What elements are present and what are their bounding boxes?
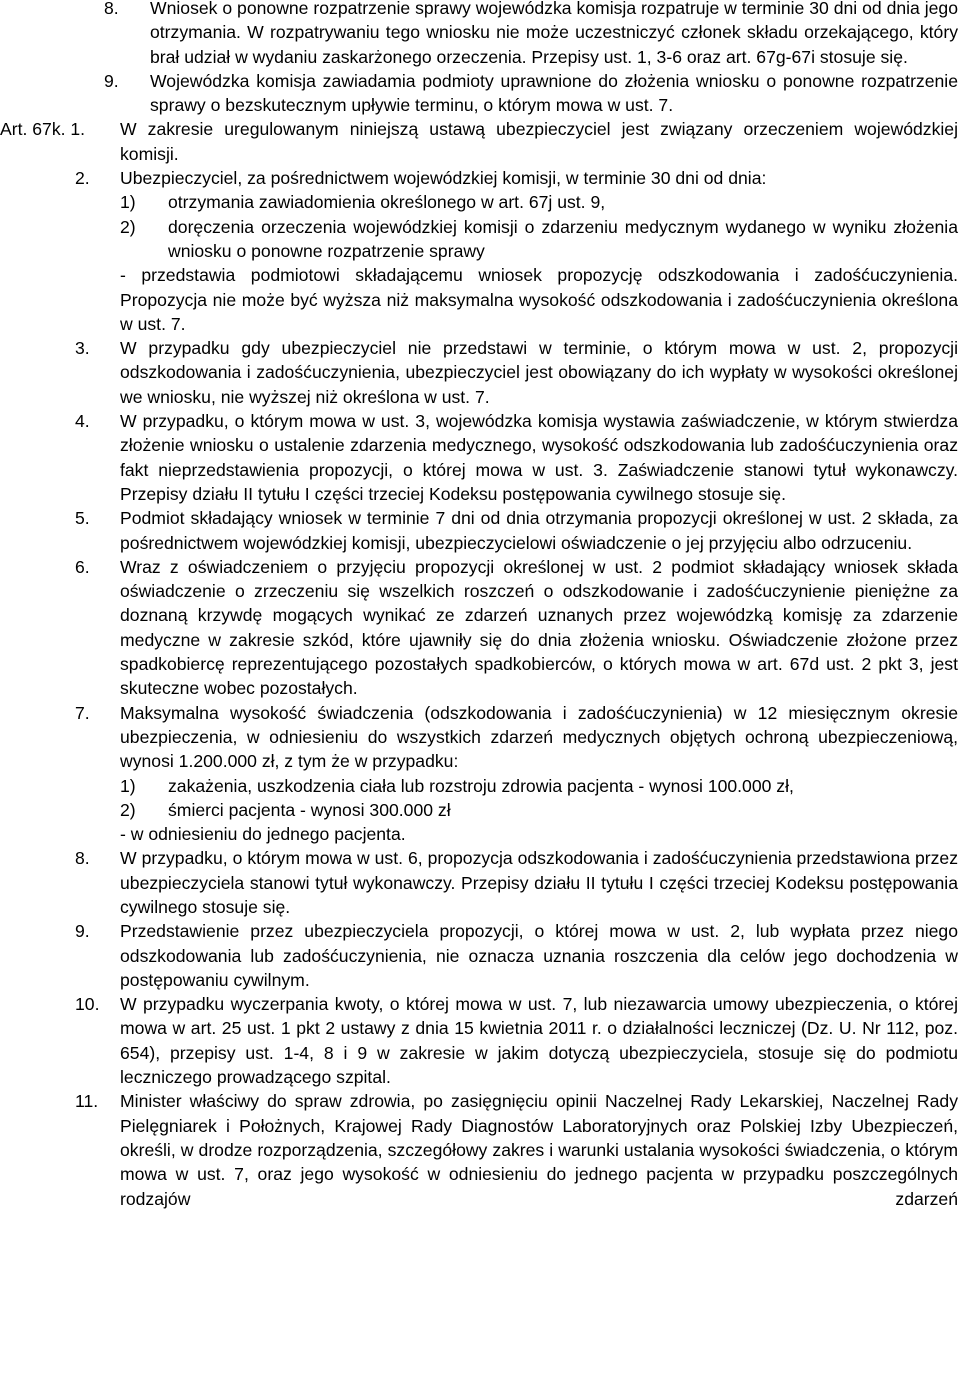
point-text: śmierci pacjenta - wynosi 300.000 zł: [168, 799, 451, 820]
ust-7-point-2: [0, 798, 960, 822]
paragraph-number: 5.: [75, 508, 90, 529]
ust-2-closing-text: - przedstawia podmiotowi składającemu wniosek propozycję odszkodowania i zadośćuczynienia. Propozycja nie może być wyższa niż maksymalna wysokość odszkodowania i zadośćuczynienia określona w ust. 7.: [120, 265, 958, 334]
point-number: 2): [120, 799, 136, 820]
paragraph-text: W przypadku, o którym mowa w ust. 3, wojewódzka komisja wystawia zaświadczenie, w którym stwierdza złożenie wniosku o ustalenie zdarzenia medycznego, wysokość odszkodowania lub zadośćuczynienia oraz fakt nieprzedstawienia propozycji, o której mowa w ust. 3. Zaświadczenie stanowi tytuł wykonawczy. Przepisy działu II tytułu I części trzeciej Kodeksu postępowania cywilnego stosuje się.: [120, 411, 958, 504]
article-67k-ust-1: [0, 117, 960, 166]
article-number: Art. 67k. 1.: [0, 119, 86, 140]
paragraph-text: W przypadku, o którym mowa w ust. 6, propozycja odszkodowania i zadośćuczynienia przedstawiona przez ubezpieczyciela stanowi tytuł wykonawczy. Przepisy działu II tytułu I części trzeciej Kodeksu postępowania cywilnego stosuje się.: [120, 848, 958, 917]
article-67k-ust-6: [0, 555, 960, 701]
paragraph-text: Ubezpieczyciel, za pośrednictwem wojewódzkiej komisji, w terminie 30 dni od dnia:: [120, 168, 767, 189]
paragraph-text: W zakresie uregulowanym niniejszą ustawą ubezpieczyciel jest związany orzeczeniem wojewódzkiej komisji.: [120, 119, 958, 164]
article-67k-ust-9: [0, 919, 960, 992]
point-text: zakażenia, uszkodzenia ciała lub rozstroju zdrowia pacjenta - wynosi 100.000 zł,: [168, 775, 794, 796]
paragraph-9: [0, 69, 960, 118]
paragraph-8: [0, 0, 960, 69]
point-number: 1): [120, 192, 136, 213]
paragraph-text: Maksymalna wysokość świadczenia (odszkodowania i zadośćuczynienia) w 12 miesięcznym okresie ubezpieczenia, w odniesieniu do wszystkich zdarzeń medycznych objętych ochroną ubezpieczeniową, wynosi 1.200.000 zł, z tym że w przypadku:: [120, 702, 958, 772]
point-number: 1): [120, 775, 136, 796]
article-67k-ust-4: [0, 409, 960, 506]
paragraph-text: Wniosek o ponowne rozpatrzenie sprawy wojewódzka komisja rozpatruje w terminie 30 dni od dnia jego otrzymania. W rozpatrywaniu tego wniosku nie może uczestniczyć członek składu orzekającego, który brał udział w wydaniu zaskarżonego orzeczenia. Przepisy ust. 1, 3-6 oraz art. 67g-67i stosuje się.: [150, 0, 958, 67]
point-text: otrzymania zawiadomienia określonego w art. 67j ust. 9,: [168, 192, 606, 213]
paragraph-text: W przypadku wyczerpania kwoty, o której mowa w ust. 7, lub niezawarcia umowy ubezpieczenia, o której mowa w art. 25 ust. 1 pkt 2 ustawy z dnia 15 kwietnia 2011 r. o działalności leczniczej (Dz. U. Nr 112, poz. 654), przepisy ust. 1-4, 8 i 9 w zakresie w jakim dotyczą ubezpieczyciela, stosuje się do podmiotu leczniczego prowadzącego szpital.: [120, 994, 958, 1088]
paragraph-text: Podmiot składający wniosek w terminie 7 dni od dnia otrzymania propozycji określonej w ust. 2 składa, za pośrednictwem wojewódzkiej komisji, ubezpieczycielowi oświadczenie o jej przyjęciu albo odrzuceniu.: [120, 508, 958, 553]
article-67k-ust-11: [0, 1089, 960, 1210]
article-67k-ust-5: [0, 506, 960, 555]
paragraph-text: Przedstawienie przez ubezpieczyciela propozycji, o której mowa w ust. 2, lub wypłata przez niego odszkodowania lub zadośćuczynienia, nie oznacza uznania roszczenia dla celów jego dochodzenia w postępowaniu cywilnym.: [120, 921, 958, 990]
ust-7-closing-text: - w odniesieniu do jednego pacjenta.: [120, 824, 406, 845]
article-67k-ust-10: [0, 992, 960, 1089]
article-67k-ust-3: [0, 336, 960, 409]
paragraph-number: 2.: [75, 168, 90, 189]
paragraph-text: W przypadku gdy ubezpieczyciel nie przedstawi w terminie, o którym mowa w ust. 2, propozycji odszkodowania i zadośćuczynienia, ubezpieczyciel jest obowiązany do ich wypłaty w wysokości określonej we wniosku, nie wyższej niż określona w ust. 7.: [120, 338, 958, 407]
paragraph-text: Minister właściwy do spraw zdrowia, po zasięgnięciu opinii Naczelnej Rady Lekarskiej, Naczelnej Rady Pielęgniarek i Położnych, Krajowej Rady Diagnostów Laboratoryjnych oraz Polskiej Izby Ubezpieczeń, określi, w drodze rozporządzenia, szczegółowy zakres i warunki ustalania wysokości świadczenia, o którym mowa w ust. 7, oraz jego wysokość w odniesieniu do jednego pacjenta w przypadku poszczególnych rodzajów zdarzeń: [120, 1091, 958, 1209]
paragraph-number: 8.: [75, 848, 90, 869]
article-67k-ust-2: [0, 166, 960, 190]
paragraph-number: 3.: [75, 338, 90, 359]
paragraph-number: 10.: [75, 994, 100, 1015]
paragraph-number: 7.: [75, 702, 90, 723]
ust-2-point-1: [0, 190, 960, 214]
paragraph-number: 6.: [75, 556, 90, 577]
paragraph-number: 9.: [75, 921, 90, 942]
paragraph-number: 8.: [104, 0, 119, 18]
paragraph-number: 11.: [75, 1091, 99, 1112]
ust-2-point-2: [0, 215, 960, 264]
point-text: doręczenia orzeczenia wojewódzkiej komisji o zdarzeniu medycznym wydanego w wyniku złożenia wniosku o ponowne rozpatrzenie sprawy: [168, 216, 958, 261]
paragraph-text: Wojewódzka komisja zawiadamia podmioty uprawnione do złożenia wniosku o ponowne rozpatrzenie sprawy o bezskutecznym upływie terminu, o którym mowa w ust. 7.: [150, 70, 958, 116]
point-number: 2): [120, 216, 136, 237]
paragraph-number: 9.: [104, 70, 119, 91]
article-67k-ust-7: [0, 701, 960, 774]
paragraph-number: 4.: [75, 411, 90, 432]
article-67k-ust-8: [0, 846, 960, 919]
ust-7-point-1: [0, 774, 960, 798]
paragraph-text: Wraz z oświadczeniem o przyjęciu propozycji określonej w ust. 2 podmiot składający wniosek składa oświadczenie o zrzeczeniu się wszelkich roszczeń o odszkodowanie i zadośćuczynienie pieniężne za doznaną krzywdę mogących wynikać ze zdarzeń uznanych przez wojewódzką komisję za zdarzenie medyczne w zakresie szkód, które ujawniły się do dnia złożenia wniosku. Oświadczenie złożone przez spadkobiercę reprezentującego pozostałych spadkobierców, o których mowa w art. 67d ust. 2 pkt 3, jest skuteczne wobec pozostałych.: [120, 556, 958, 699]
